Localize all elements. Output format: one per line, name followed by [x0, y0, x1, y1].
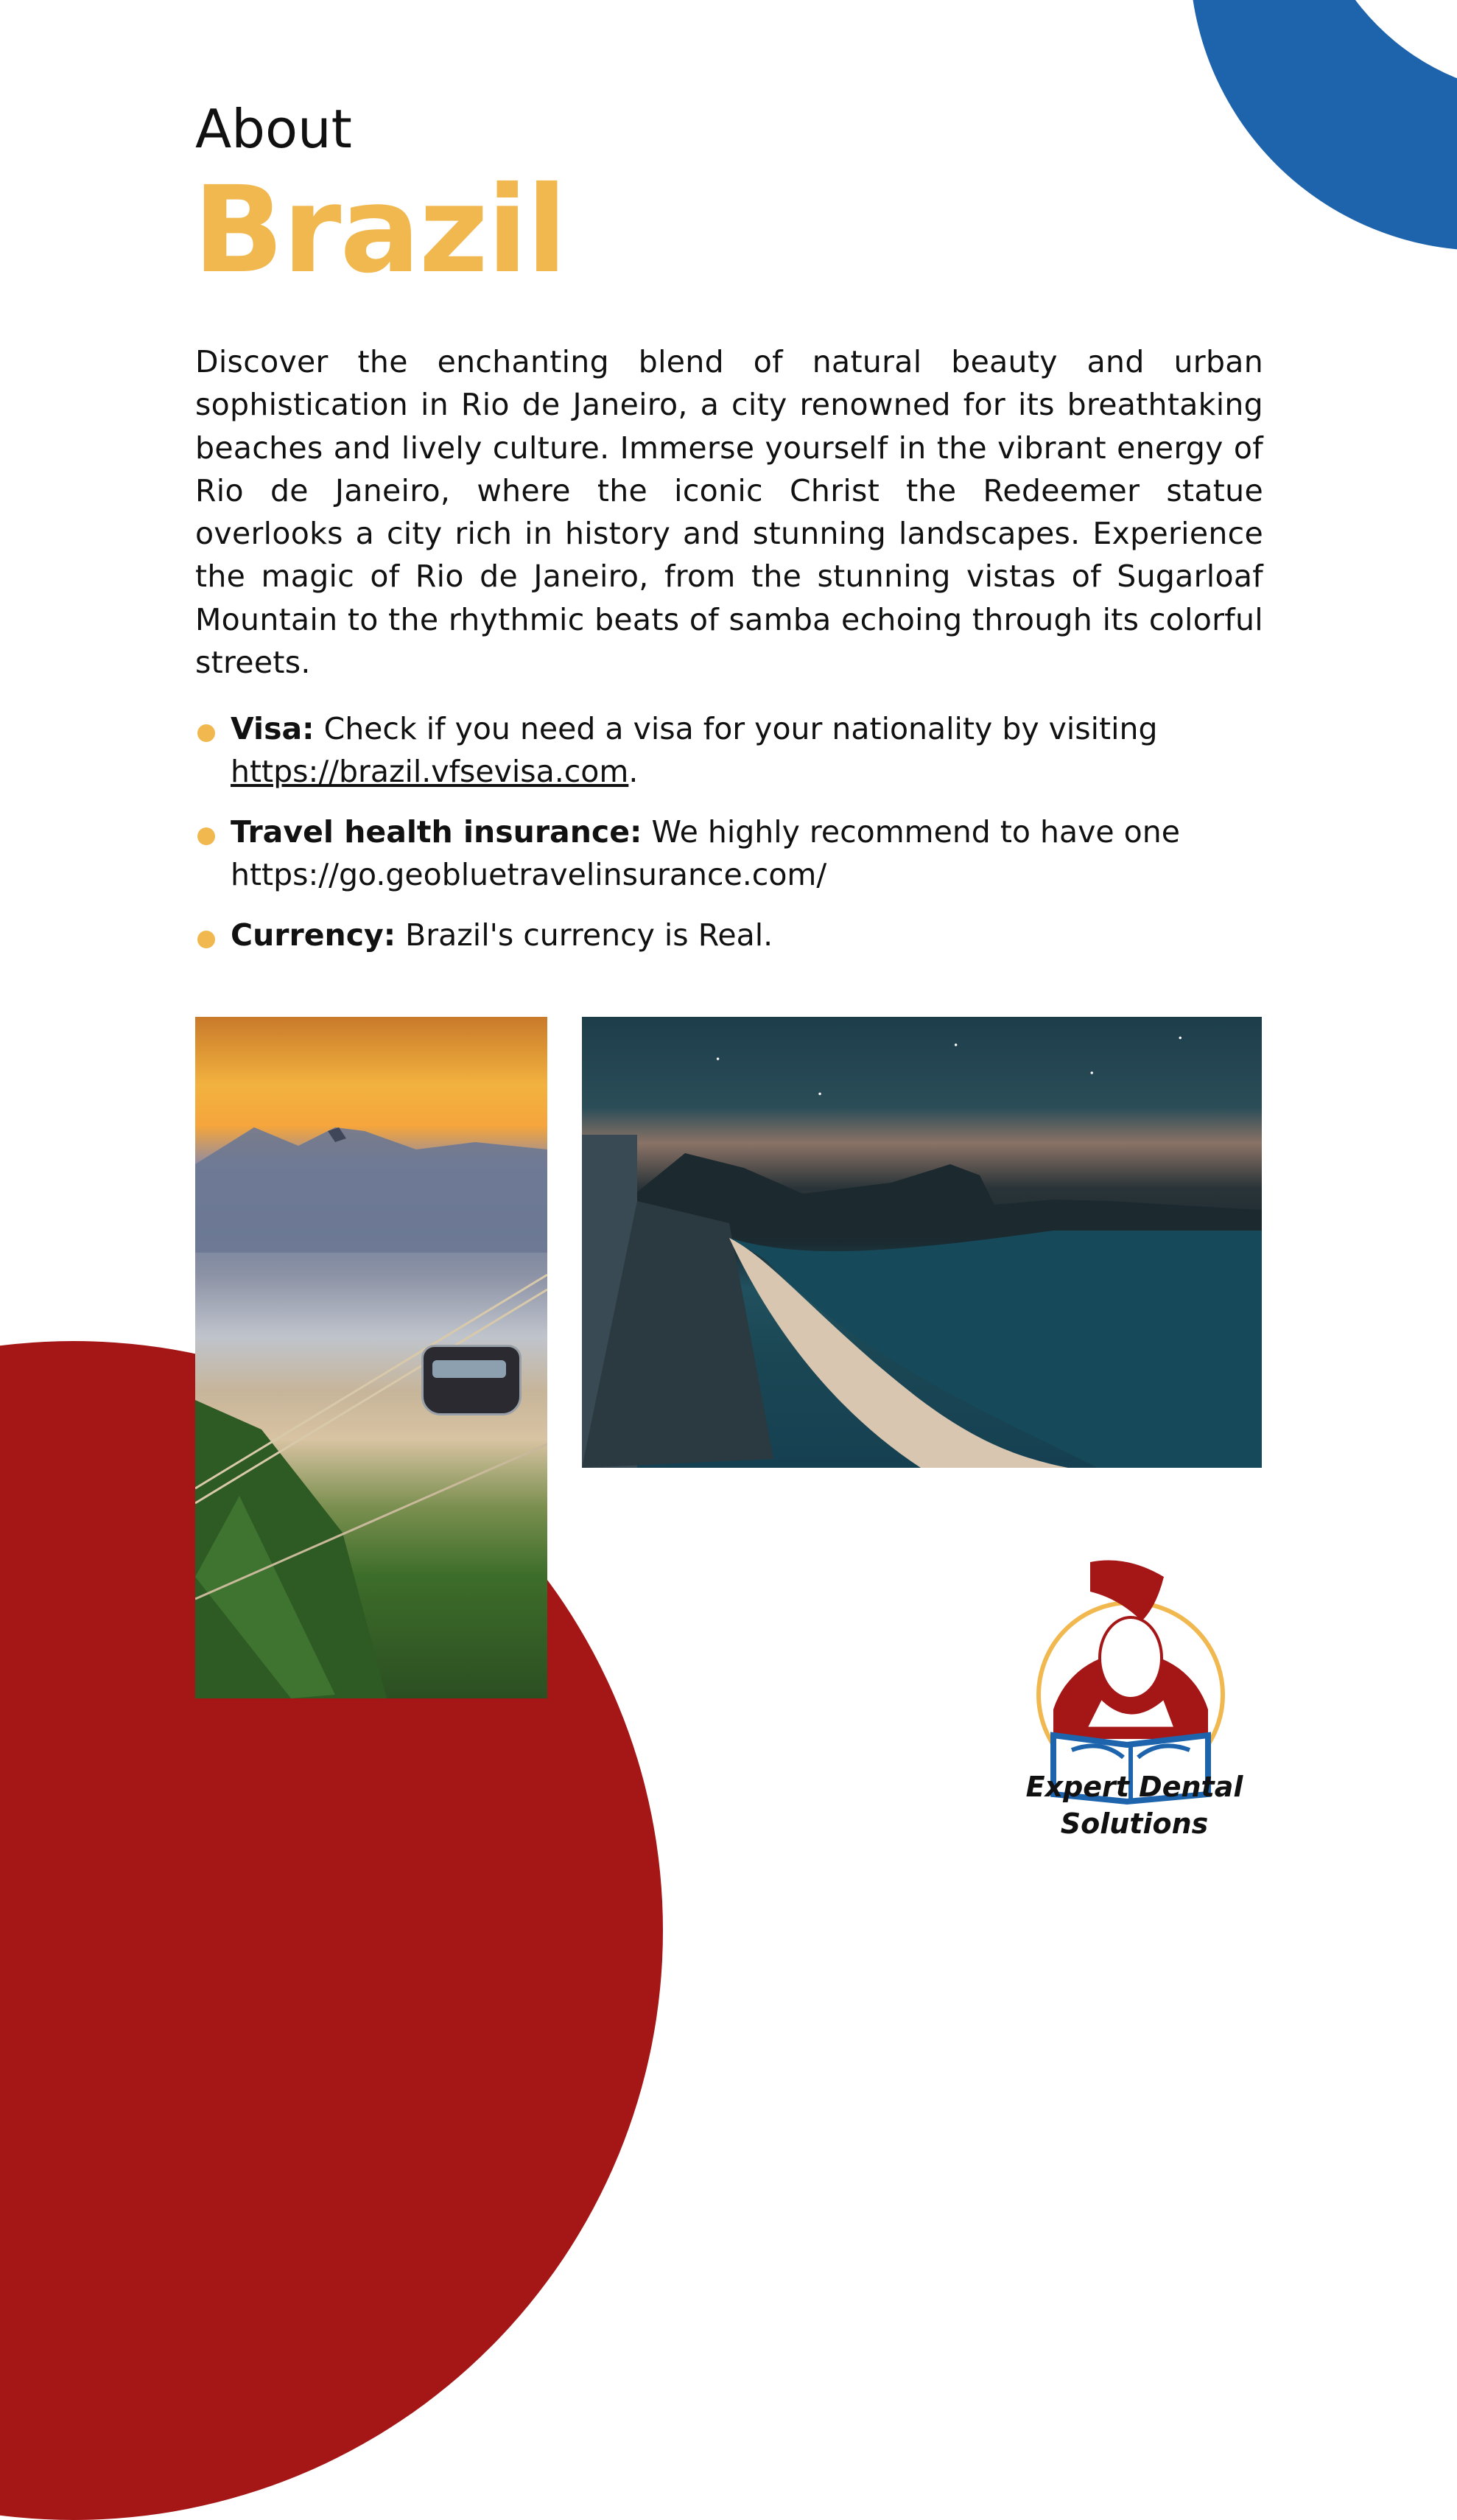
copacabana-beach-photo — [582, 1017, 1262, 1468]
bullet-dot-icon — [197, 724, 215, 742]
visa-text: Check if you need a visa for your nationality by visiting — [314, 711, 1158, 746]
visa-link[interactable]: https://brazil.vfsevisa.com — [231, 754, 629, 789]
list-item-visa — [195, 707, 1263, 793]
visa-label: Visa: — [231, 711, 315, 746]
cable-car-shape — [421, 1345, 522, 1415]
logo-caption-line2: Solutions — [1060, 1807, 1209, 1840]
list-item-insurance — [195, 811, 1263, 896]
bullet-dot-icon — [197, 827, 215, 845]
currency-label: Currency: — [231, 917, 396, 953]
logo-caption-line1: Expert Dental — [1025, 1771, 1243, 1803]
currency-text: Brazil's currency is Real. — [396, 917, 773, 953]
intro-paragraph: Discover the enchanting blend of natural beauty and urban sophistication in Rio de Janeiro, a city renowned for its breathtaking beaches and lively culture. Immerse yourself in the vibrant energy of Rio de Janeiro, where the iconic Christ the Redeemer statue overlooks a city rich in history and stunning landscapes. Experience the magic of Rio de Janeiro, from the stunning vistas of Sugarloaf Mountain to the rhythmic beats of samba echoing through its colorful streets. — [195, 344, 1263, 681]
insurance-text: We highly recommend to have one https://go.geobluetravelinsurance.com/ — [231, 814, 1180, 892]
cable-car-window — [432, 1360, 506, 1378]
list-item-currency — [195, 914, 1263, 956]
insurance-label: Travel health insurance: — [231, 814, 642, 850]
page-title: Brazil — [193, 161, 566, 300]
logo-caption — [1009, 1768, 1260, 1842]
heading-about: About — [195, 98, 352, 160]
bullet-dot-icon — [197, 931, 215, 948]
rio-cable-car-photo — [195, 1017, 547, 1698]
copacabana-photo-art — [582, 1017, 1262, 1468]
info-list — [195, 707, 1263, 974]
visa-suffix: . — [628, 754, 639, 789]
